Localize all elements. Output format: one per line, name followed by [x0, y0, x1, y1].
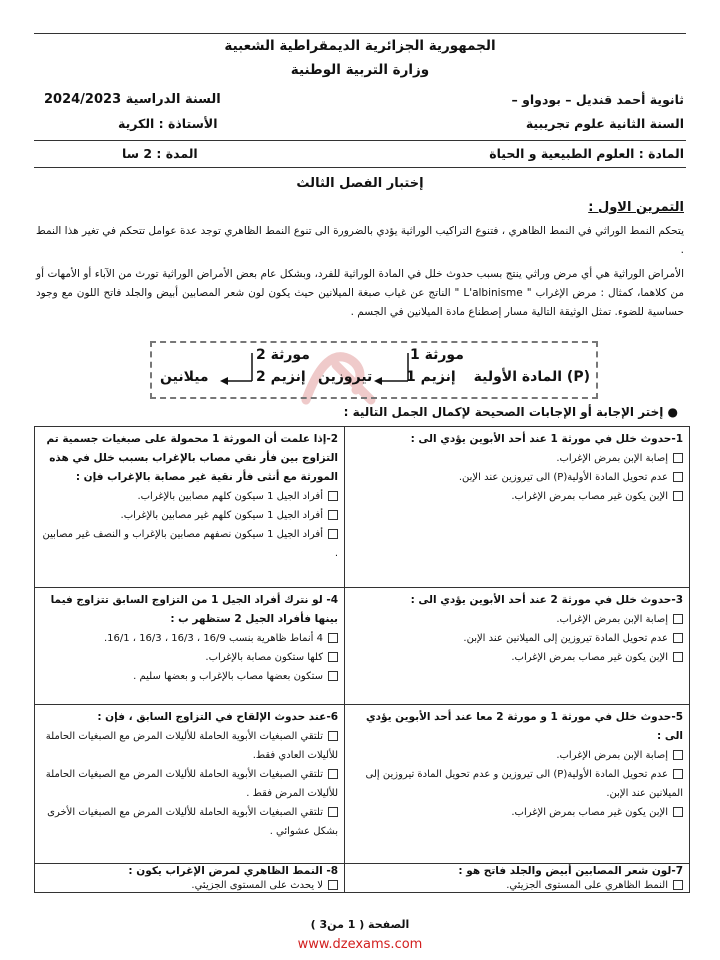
- checkbox-icon[interactable]: [328, 510, 338, 520]
- checkbox-icon[interactable]: [328, 633, 338, 643]
- question-3-option[interactable]: عدم تحويل المادة تيروزين إلى الميلانين عند الإبن.: [350, 629, 683, 648]
- top-rule: [34, 33, 686, 34]
- question-1-option[interactable]: الإبن يكون غير مصاب بمرض الإغراب.: [350, 487, 683, 506]
- exercise-title: التمرين الاول :: [588, 200, 684, 215]
- question-6-option[interactable]: تلتقي الصبغيات الأبوية الحاملة للأليلات المرض مع الصبغيات الحاملة للأليلات العادي فقط.: [45, 731, 338, 761]
- question-2: [35, 427, 344, 587]
- melanin-pathway-diagram: [150, 341, 598, 399]
- tyrosine-label: تيروزين: [318, 369, 373, 385]
- question-5-text: 5-حدوث خلل في مورثة 1 و مورثة 2 معا عند أحد الأبوين يؤدي الى :: [365, 711, 683, 742]
- question-6: [35, 705, 344, 863]
- question-1-option[interactable]: عدم تحويل المادة الأولية(P) الى تيروزين عند الإبن.: [350, 468, 683, 487]
- checkbox-icon[interactable]: [673, 614, 683, 624]
- question-4-text: 4- لو نترك أفراد الجيل 1 من التزاوج السابق تتزاوج فيما بينها فأفراد الجيل 2 ستظهر ب :: [50, 594, 338, 625]
- page-number: الصفحة ( 1 من3 ): [310, 918, 410, 931]
- question-5: [344, 705, 689, 863]
- site-link[interactable]: www.dzexams.com: [297, 937, 423, 952]
- header-divider: [34, 140, 686, 141]
- checkbox-icon[interactable]: [673, 491, 683, 501]
- question-5-option[interactable]: الإبن يكون غير مصاب بمرض الإغراب.: [350, 803, 683, 822]
- checkbox-icon[interactable]: [673, 633, 683, 643]
- school-year: السنة الدراسية 2024/2023: [44, 92, 221, 107]
- bullet-icon: ●: [663, 405, 678, 419]
- question-3-option[interactable]: الإبن يكون غير مصاب بمرض الإغراب.: [350, 648, 683, 667]
- melanin-label: ميلانين: [160, 369, 209, 385]
- enzyme-1-arrowhead: [374, 377, 382, 385]
- instruction-text: إختر الإجابة أو الإجابات الصحيحة لإكمال الجمل التالية :: [343, 405, 664, 419]
- question-4-option[interactable]: 4 أنماط ظاهرية بنسب 16/9 ، 16/3 ، 16/3 ، 16/1.: [41, 629, 338, 648]
- question-3: [344, 588, 689, 704]
- intro-paragraph-1: يتحكم النمط الوراثي في النمط الظاهري ، فتنوع التراكيب الوراثية يؤدي بالضرورة الى تنوع النمط الظاهري توجد عدة عوامل تتحكم في تغير هذا النمط .: [36, 225, 684, 256]
- enzyme-1-label: إنزيم 1: [406, 369, 456, 385]
- question-2-option[interactable]: أفراد الجيل 1 سيكون كلهم مصابين بالإغراب.: [41, 487, 338, 506]
- question-7-text: 7-لون شعر المصابين أبيض والجلد فاتح هو :: [458, 865, 683, 877]
- exam-title: إختبار الفصل الثالث: [296, 176, 424, 191]
- question-8-text: 8- النمط الظاهري لمرض الإغراب يكون :: [128, 865, 338, 877]
- checkbox-icon[interactable]: [328, 491, 338, 501]
- instruction: [344, 405, 678, 419]
- question-1-text: 1-حدوث خلل في مورثة 1 عند أحد الأبوين يؤدي الى :: [410, 433, 683, 445]
- subject: المادة : العلوم الطبيعية و الحياة: [489, 146, 684, 161]
- header-bottom-rule: [34, 167, 686, 168]
- checkbox-icon[interactable]: [673, 472, 683, 482]
- checkbox-icon[interactable]: [673, 880, 683, 890]
- question-8: [35, 864, 344, 892]
- checkbox-icon[interactable]: [673, 750, 683, 760]
- checkbox-icon[interactable]: [328, 807, 338, 817]
- intro-paragraph-2: الأمراض الوراثية هي أي مرض وراثي ينتج بسبب حدوث خلل في المادة الوراثية للفرد، وبشكل عام بعض الأمراض الوراثية تورث من الآباء أو الأمهات أو من كلاهما، كمثال : مرض الإغراب " L'albinisme " الناتج عن غياب صبغة الميلانين حيث يكون لون شعر المصابين أبيض والجلد فاتح اللون مع وجود حساسية للضوء. تمثل الوثيقة التالية مسار إصطناع مادة الميلانين في الجسم .: [36, 268, 684, 318]
- question-2-text: 2-إذا علمت أن المورثة 1 محمولة على صبغيات جسمية تم التزاوج بين فأر نقي مصاب بالإغراب بسبب خلل في هذه المورثة مع أنثى فأر نقية غير مصابة بالإغراب فإن :: [46, 433, 338, 483]
- question-6-text: 6-عند حدوث الإلقاح في التزاوج السابق ، فإن :: [97, 711, 338, 723]
- checkbox-icon[interactable]: [328, 731, 338, 741]
- questions-table: [34, 426, 690, 893]
- question-4-option[interactable]: كلها ستكون مصابة بالإغراب.: [41, 648, 338, 667]
- checkbox-icon[interactable]: [673, 769, 683, 779]
- precursor-label: المادة الأولية (P): [473, 369, 590, 385]
- question-1: [344, 427, 689, 587]
- question-6-option[interactable]: تلتقي الصبغيات الأبوية الحاملة للأليلات المرض مع الصبغيات الحاملة للأليلات المرض فقط .: [45, 769, 338, 799]
- gene-1-label: مورثة 1: [410, 347, 464, 363]
- question-5-option[interactable]: عدم تحويل المادة الأولية(P) الى تيروزين و عدم تحويل المادة تيروزين إلى الميلانين عند الإبن.: [365, 769, 683, 799]
- question-1-option[interactable]: إصابة الإبن بمرض الإغراب.: [350, 449, 683, 468]
- checkbox-icon[interactable]: [328, 529, 338, 539]
- question-2-option[interactable]: أفراد الجيل 1 سيكون كلهم غير مصابين بالإغراب.: [41, 506, 338, 525]
- republic-title: الجمهورية الجزائرية الديمقراطية الشعبية: [224, 38, 496, 54]
- enzyme-2-arrowhead: [220, 377, 228, 385]
- question-3-text: 3-حدوث خلل في مورثة 2 عند أحد الأبوين يؤدي الى :: [410, 594, 683, 606]
- checkbox-icon[interactable]: [673, 652, 683, 662]
- question-6-option[interactable]: تلتقي الصبغيات الأبوية الحاملة للأليلات المرض مع الصبغيات الأخرى بشكل عشوائي .: [47, 807, 338, 837]
- school-name: ثانوية أحمد قنديل – بودواو –: [511, 92, 684, 107]
- checkbox-icon[interactable]: [673, 807, 683, 817]
- gene-2-label: مورثة 2: [256, 347, 310, 363]
- question-8-option[interactable]: لا يحدث على المستوى الجزيئي.: [41, 879, 338, 892]
- checkbox-icon[interactable]: [673, 453, 683, 463]
- question-4-option[interactable]: ستكون بعضها مصاب بالإغراب و بعضها سليم .: [41, 667, 338, 686]
- enzyme-2-label: إنزيم 2: [256, 369, 306, 385]
- question-3-option[interactable]: إصابة الإبن بمرض الإغراب.: [350, 610, 683, 629]
- checkbox-icon[interactable]: [328, 769, 338, 779]
- question-7: [344, 864, 689, 892]
- duration: المدة : 2 سا: [122, 146, 198, 161]
- ministry-title: وزارة التربية الوطنية: [290, 62, 430, 78]
- question-7-option[interactable]: النمط الظاهري على المستوى الجزيئي.: [350, 879, 683, 892]
- question-5-option[interactable]: إصابة الإبن بمرض الإغراب.: [350, 746, 683, 765]
- question-2-option[interactable]: أفراد الجيل 1 سيكون نصفهم مصابين بالإغراب و النصف غير مصابين .: [42, 529, 338, 559]
- checkbox-icon[interactable]: [328, 652, 338, 662]
- class-level: السنة الثانية علوم تجريبية: [525, 116, 684, 131]
- checkbox-icon[interactable]: [328, 880, 338, 890]
- pathway-arrows: [152, 343, 596, 397]
- question-4: [35, 588, 344, 704]
- teacher-name: الأستاذة : الكرية: [118, 116, 218, 131]
- checkbox-icon[interactable]: [328, 671, 338, 681]
